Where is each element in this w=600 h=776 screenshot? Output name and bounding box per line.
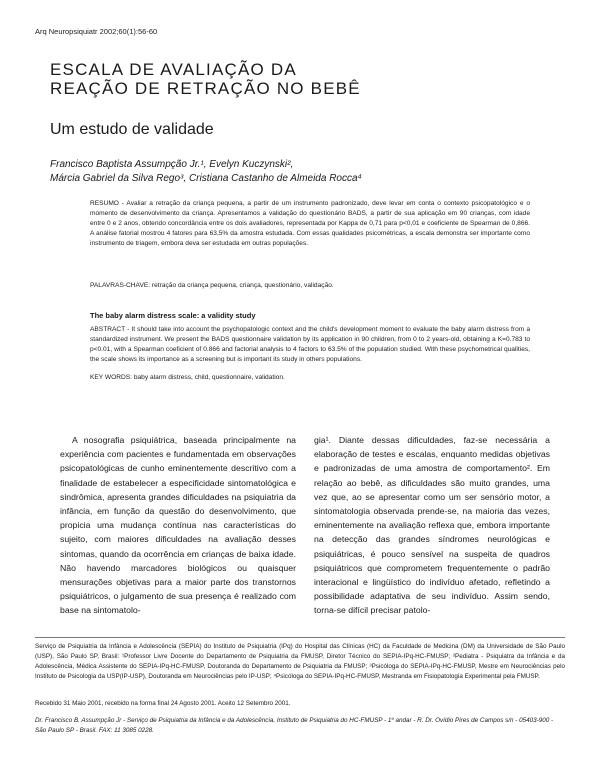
article-subtitle: Um estudo de validade xyxy=(50,121,214,138)
palavras-chave: PALAVRAS-CHAVE: retração da criança pequena, criança, questionário, validação. xyxy=(90,282,334,289)
key-words: KEY WORDS: baby alarm distress, child, questionnaire, validation. xyxy=(90,374,285,381)
article-title xyxy=(50,60,450,98)
article-title-line-1: ESCALA DE AVALIAÇÃO DA xyxy=(50,60,297,79)
received-dates: Recebido 31 Maio 2001, recebido na forma final 24 Agosto 2001. Aceito 12 Setembro 2001. xyxy=(35,700,291,707)
resumo-abstract: RESUMO - Avaliar a retração da criança pequena, a partir de um instrumento padronizado, deve levar em conta o contexto psicopatológico e o momento de desenvolvimento da criança. Apresentamos a validação do questionário BADS, a partir de sua aplicação em 90 crianças, com idade entre 0 e 2 anos, obtendo concordância entre os dois avaliadores, representada por Kappa de 0,71 para p<0,01 e coeficiente de Spearman de 0,866. A análise fatorial mostrou 4 fatores para 63,5% da amostra estudada. Com essas qualidades psicométricas, a escala demonstra ser importante como instrumento de triagem, embora deva ser estudada em outras populações. xyxy=(90,200,530,247)
body-column-left: A nosografia psiquiátrica, baseada principalmente na experiência com pacientes e fundamentada em observações psicopatológicas de cunho eminentemente descritivo com a finalidade de estabelecer a especificidade sintomatológica e sindrômica, apresenta grandes dificuldades na psiquiatria da infância, em função da questão do desenvolvimento, que propicia uma mudança contínua nas características do sujeito, com maiores dificuldades na avaliação desses sintomas, quando da ocorrência em crianças de baixa idade. Não havendo marcadores biológicos ou quaisquer mensurações objetivas para a maior parte dos transtornos psiquiátricos, o julgamento de sua presença é realizado com base na sintomatolo- xyxy=(60,435,296,616)
journal-reference: Arq Neuropsiquiatr 2002;60(1):56-60 xyxy=(35,27,158,36)
affiliations-footnote: Serviço de Psiquiatria da Infância e Adolescência (SEPIA) do Instituto de Psiquiatria (IPq) do Hospital das Clínicas (HC) da Faculdade de Medicina (DM) da Universidade de São Paulo (USP), São Paulo SP, Brasil: ¹Professor Livre Docente do Departamento de Psiquiatria da FMUSP, Diretor Técnico do SEPIA-IPq-HC-FMUSP; ²Pediatra - Psiquiatra da Infância e da Adolescência, Médica Assistente do SEPIA-IPq-HC-FMUSP, Doutoranda do Departamento de Psiquiatria da FMUSP; ³Psicóloga do SEPIA-IPq-HC-FMUSP, Mestre em Neurociências pelo Instituto de Psicologia da USP(IP-USP), Doutoranda em Neurociências pelo IP-USP; ⁴Psicóloga do SEPIA-IPq-HC-FMUSP, Mestranda em Fisiopatologia Experimental pela FMUSP. xyxy=(35,643,565,680)
author-line-2: Márcia Gabriel da Silva Rego³, Cristiana Castanho de Almeida Rocca⁴ xyxy=(50,173,362,184)
article-title-line-2: REAÇÃO DE RETRAÇÃO NO BEBÊ xyxy=(50,79,361,98)
author-line-1: Francisco Baptista Assumpção Jr.¹, Evelyn Kuczynski², xyxy=(50,159,294,170)
correspondence-address: Dr. Francisco B. Assumpção Jr - Serviço de Psiquiatria da Infância e da Adolescência, Instituto de Psiquiatria do HC-FMUSP - 1º andar - R. Dr. Ovídio Pires de Campos s/n - 05403-900 - São Paulo SP - Brasil. FAX: 11 3085 0228. xyxy=(35,717,554,734)
english-title: The baby alarm distress scale: a validity study xyxy=(90,311,256,320)
author-list xyxy=(50,158,570,186)
english-abstract: ABSTRACT - It should take into account the psychopatologic context and the child's development moment to evaluate the baby alarm distress from a standardized instrument. We present the BADS questionnaire validation by its application in 90 children, from 0 to 2 years-old, obtaining a K=0.783 to p<0.01, with a Spearman coeficient of 0.866 and factorial analysis to 4 factors to 63.5% of the population studied. With these psychometrical qualities, the scale shows its importance as a screening but is important its study in others populations. xyxy=(90,326,530,363)
body-column-right: gia¹. Diante dessas dificuldades, faz-se necessária a elaboração de testes e escalas, enquanto medidas objetivas e padronizadas de uma amostra de comportamento². Em relação ao bebê, as dificuldades são muito grandes, uma vez que, ao se apresentar como um ser sensório motor, a sintomatologia observada prende-se, na maioria das vezes, eminentemente na avaliação reflexa que, embora importante na detecção das grandes síndromes neurológicas e psiquiátricas, é pouco sensível na suspeita de quadros psiquiátricos que comprometem frequentemente o padrão interacional e lingüístico do indivíduo afetado, refletindo a possibilidade adaptativa de seu indivíduo. Assim sendo, torna-se difícil precisar patolo- xyxy=(314,435,550,616)
footnote-divider xyxy=(35,637,565,638)
